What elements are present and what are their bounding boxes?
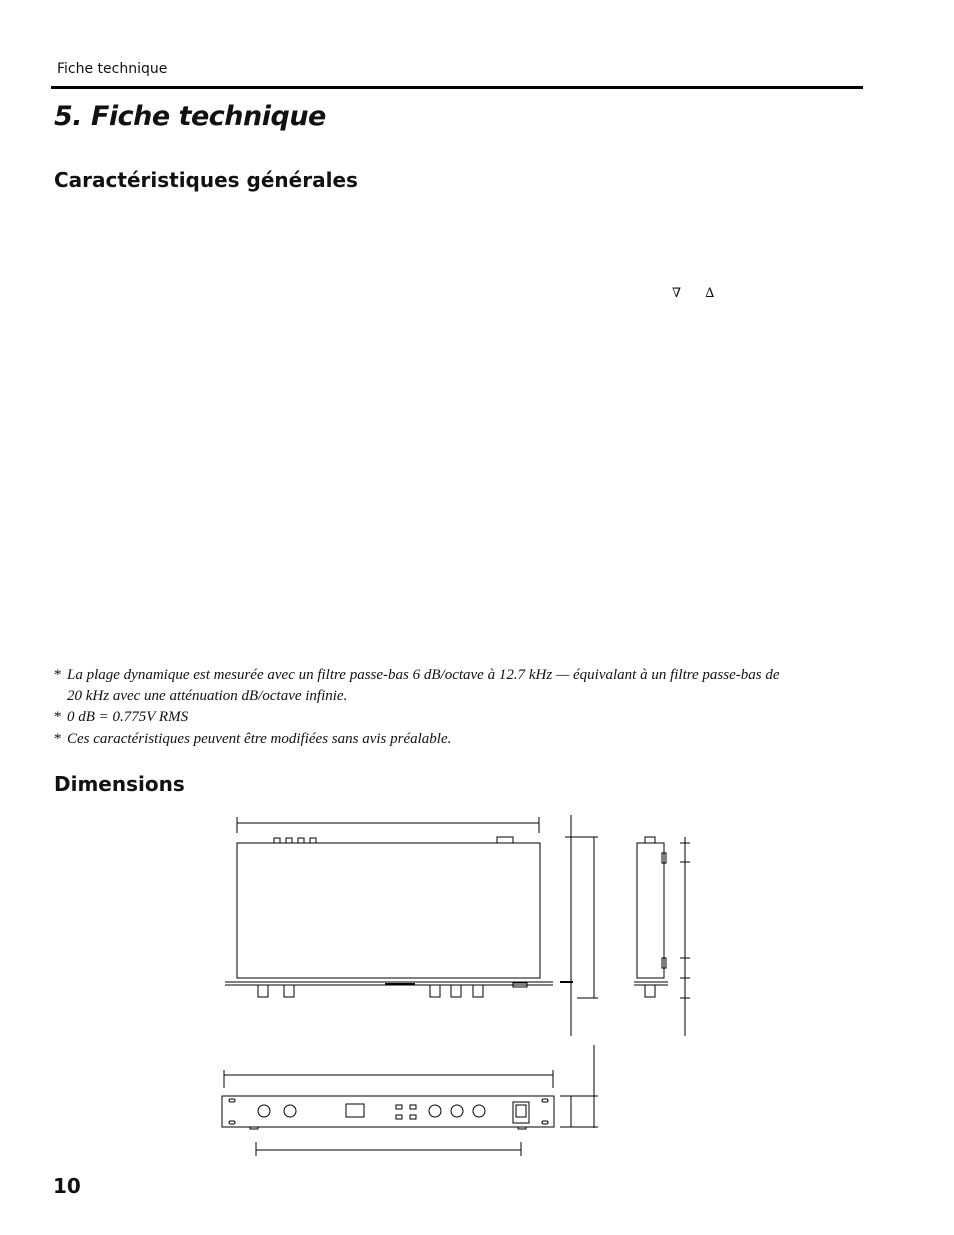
footnote-dynamic-range (54, 665, 854, 707)
front-height-dimension-lines (560, 1045, 598, 1128)
footnote-text: 0 dB = 0.775V RMS (67, 709, 189, 725)
top-width-dimension-line (237, 817, 539, 833)
side-view-chassis (634, 837, 690, 1036)
front-view-panel (222, 1096, 554, 1129)
footnote-text: Ces caractéristiques peuvent être modifiées sans avis préalable. (67, 731, 452, 747)
header-rule (51, 86, 863, 89)
footnote-marker: * (54, 709, 62, 725)
footnote-reference-level (54, 707, 854, 728)
chapter-title: 5. Fiche technique (54, 101, 326, 132)
front-width-dimension-line (224, 1070, 553, 1088)
front-body-width-dimension-line (256, 1142, 521, 1156)
footnote-marker: * (54, 731, 62, 747)
page-number: 10 (53, 1174, 81, 1198)
footnote-marker: * (54, 667, 62, 683)
footnote-disclaimer (54, 729, 854, 750)
arrow-glyphs: ∇ ∆ (672, 286, 725, 301)
section-title-dimensions: Dimensions (54, 772, 185, 796)
footnote-text-line1: La plage dynamique est mesurée avec un filtre passe-bas 6 dB/octave à 12.7 kHz — équivalant à un filtre passe-bas de (67, 667, 780, 683)
footnote-text-line2: 20 kHz avec une atténuation dB/octave infinie. (67, 688, 348, 704)
running-header: Fiche technique (57, 61, 168, 77)
section-title-general: Caractéristiques générales (54, 168, 358, 192)
dimensions-drawing (210, 808, 700, 1160)
top-view-chassis (225, 837, 573, 997)
top-depth-dimension-lines (565, 815, 598, 1036)
